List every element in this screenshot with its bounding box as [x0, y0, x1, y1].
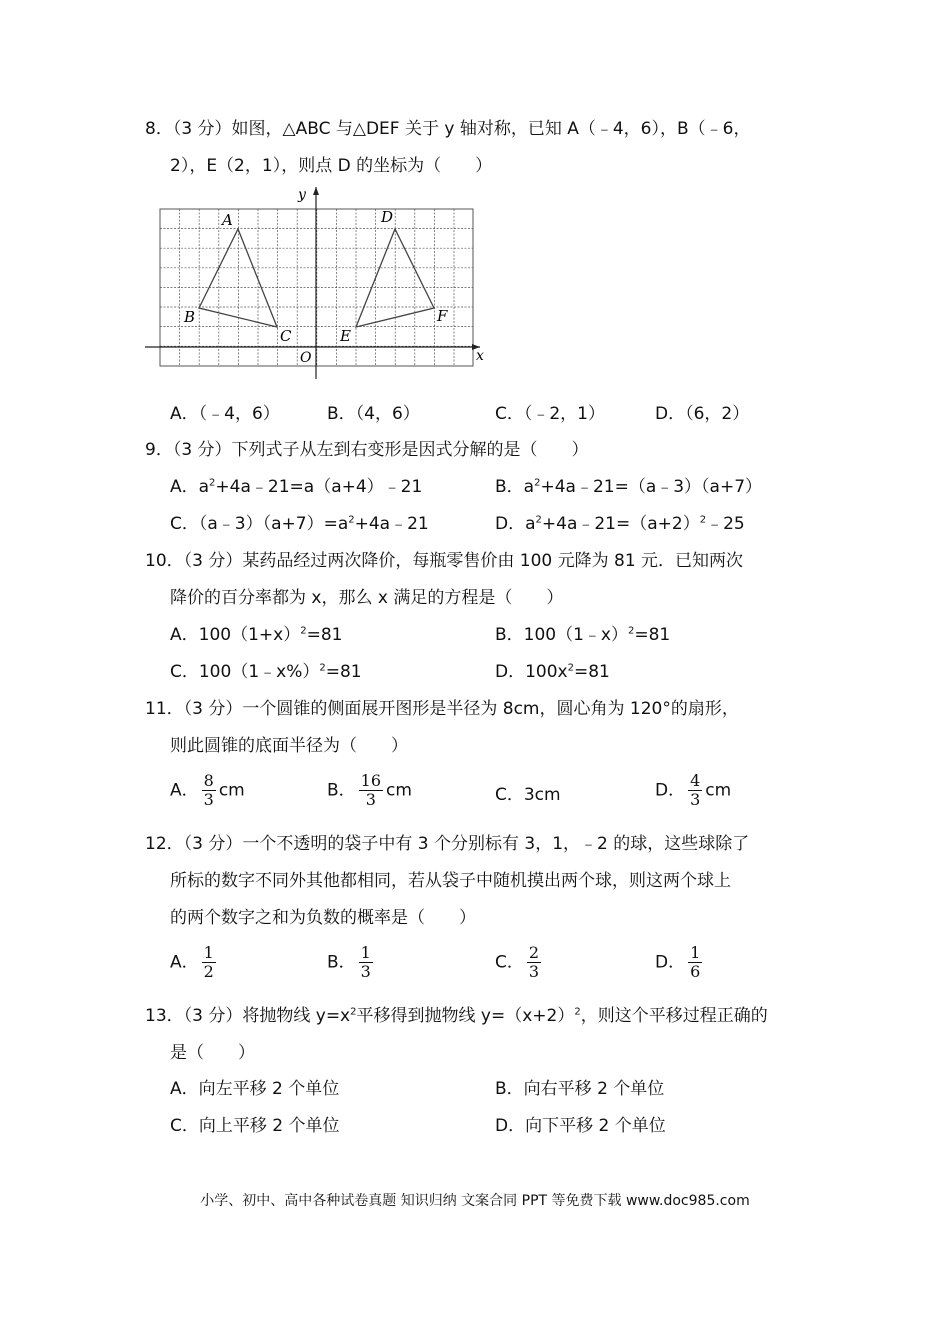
q13-option-b: B．向右平移 2 个单位: [495, 1079, 665, 1099]
q10-option-a: A．$100(1+x)^2=81$: [170, 625, 343, 645]
triangle-abc: [199, 229, 277, 327]
q9-option-a: A．$a^2+4a﹣21=a(a+4)﹣21$: [170, 477, 423, 497]
label-f: F: [437, 307, 448, 325]
fraction: $\frac{1}{6}$: [690, 943, 701, 981]
q9-option-b: B．$a^2+4a﹣21=(a﹣3)(a+7)$: [495, 477, 763, 497]
q8-figure: [140, 182, 490, 382]
q12-option-d: D． $\frac{1}{6}$: [655, 943, 701, 981]
q11-option-a: A． $\frac{8}{3}$ cm: [170, 771, 245, 809]
q12-line2: 所标的数字不同外其他都相同，若从袋子中随机摸出两个球，则这两个球上: [170, 871, 731, 891]
q8-option-c: C．（﹣2，1）: [495, 404, 606, 424]
q10-option-c: C．100（1﹣x%）$^2$=81: [170, 662, 362, 682]
q11-line2: 则此圆锥的底面半径为（ ）: [170, 736, 408, 756]
q11-option-b: B． $\frac{16}{3}$ cm: [327, 771, 412, 809]
q8-option-d: D．（6，2）: [655, 404, 750, 424]
fraction: $\frac{1}{3}$: [360, 943, 371, 981]
label-e: E: [340, 327, 351, 345]
label-a: A: [222, 211, 233, 229]
q13-option-d: D．向下平移 2 个单位: [495, 1116, 666, 1136]
fraction: $\frac{16}{3}$: [360, 771, 382, 809]
q12-option-a: A． $\frac{1}{2}$: [170, 943, 214, 981]
page-footer: 小学、初中、高中各种试卷真题 知识归纳 文案合同 PPT 等免费下载 www.doc985.com: [200, 1193, 750, 1209]
q10-option-b: B．100（1﹣x）$^2$=81: [495, 625, 671, 645]
q9-stem: 9．（3 分）下列式子从左到右变形是因式分解的是（ ）: [145, 440, 589, 460]
q13-option-c: C．向上平移 2 个单位: [170, 1116, 340, 1136]
q11-line1: 11．（3 分）一个圆锥的侧面展开图形是半径为 8cm，圆心角为 120°的扇形，: [145, 699, 739, 719]
label-y-axis: y: [298, 187, 306, 203]
label-b: B: [184, 308, 196, 326]
q13-option-a: A．向左平移 2 个单位: [170, 1079, 340, 1099]
q12-option-c: C． $\frac{2}{3}$: [495, 943, 540, 981]
label-x-axis: x: [476, 348, 484, 364]
q11-option-d: D． $\frac{4}{3}$ cm: [655, 771, 732, 809]
fraction: $\frac{1}{2}$: [203, 943, 214, 981]
q9-option-c: C．$(a﹣3)(a+7)=a^2+4a﹣21$: [170, 514, 429, 534]
fraction: $\frac{4}{3}$: [690, 771, 701, 809]
q10-option-d: D．$100x^2=81$: [495, 662, 610, 682]
q8-line2: 2），E（2，1），则点 D 的坐标为（ ）: [170, 156, 493, 176]
q10-line1: 10．（3 分）某药品经过两次降价，每瓶零售价由 100 元降为 81 元．已知两次: [145, 551, 744, 571]
q12-option-b: B． $\frac{1}{3}$: [327, 943, 371, 981]
q8-option-b: B．（4，6）: [327, 404, 420, 424]
q9-option-d: D．$a^2+4a﹣21=(a+2)^2﹣25$: [495, 514, 745, 534]
q13-line2: 是（ ）: [170, 1043, 255, 1063]
q10-line2: 降价的百分率都为 x，那么 x 满足的方程是（ ）: [170, 588, 564, 608]
q13-line1: 13．（3 分）将抛物线 $y=x^2$平移得到抛物线 $y=(x+2)^2$，则这个平移过程正确的: [145, 1006, 768, 1026]
fraction: $\frac{2}{3}$: [528, 943, 540, 981]
q12-line3: 的两个数字之和为负数的概率是（ ）: [170, 908, 476, 928]
q8-line1: 8．（3 分）如图，△ABC 与△DEF 关于 y 轴对称，已知 A（﹣4，6），B（﹣6，: [145, 119, 751, 139]
label-origin: O: [300, 350, 312, 366]
q8-option-a: A．（﹣4，6）: [170, 404, 280, 424]
label-c: C: [280, 327, 292, 345]
q12-line1: 12．（3 分）一个不透明的袋子中有 3 个分别标有 3，1，﹣2 的球，这些球除了: [145, 834, 750, 854]
label-d: D: [381, 208, 394, 226]
fraction: $\frac{8}{3}$: [203, 771, 214, 809]
q11-option-c: C．3cm: [495, 785, 561, 805]
